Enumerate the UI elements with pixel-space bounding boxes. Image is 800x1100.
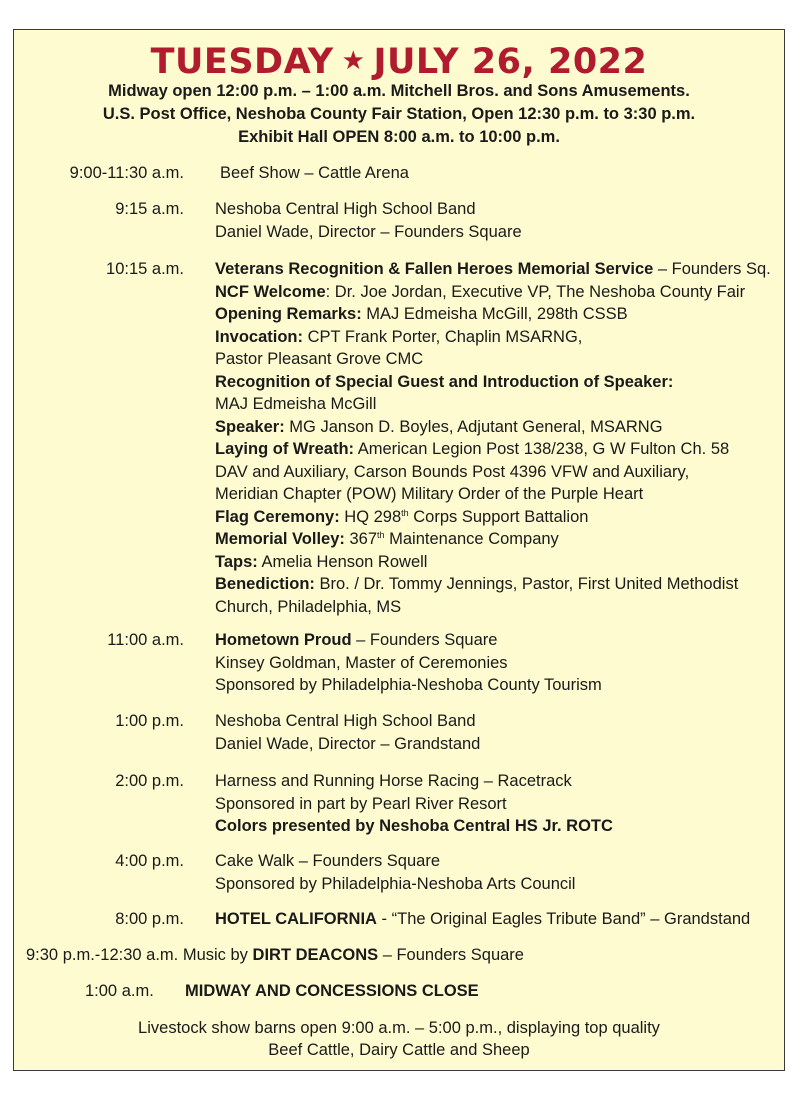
hotel-entry: HOTEL CALIFORNIA - “The Original Eagles Tribute Band” – Grandstand (215, 910, 751, 928)
veterans-recognition-name: MAJ Edmeisha McGill (215, 395, 377, 413)
title-date: JULY 26, 2022 (373, 42, 648, 82)
deacons-entry: 9:30 p.m.-12:30 a.m. Music by DIRT DEACONS – Founders Square (26, 946, 524, 964)
racing-entry (215, 770, 613, 838)
veterans-recognition: Recognition of Special Guest and Introduction of Speaker: (215, 372, 674, 391)
close-time: 1:00 a.m. (85, 982, 154, 1000)
veterans-invocation-cont: Pastor Pleasant Grove CMC (215, 350, 424, 368)
band-am-time: 9:15 a.m. (115, 200, 184, 218)
band-pm-time: 1:00 p.m. (115, 712, 184, 730)
veterans-speaker: Speaker: MG Janson D. Boyles, Adjutant General, MSARNG (215, 417, 663, 436)
racing-line2: Sponsored in part by Pearl River Resort (215, 794, 507, 813)
hotel-time: 8:00 p.m. (115, 910, 184, 928)
racing-time: 2:00 p.m. (115, 772, 184, 790)
footer-line2: Beef Cattle, Dairy Cattle and Sheep (268, 1041, 530, 1059)
close-text: MIDWAY AND CONCESSIONS CLOSE (185, 982, 479, 1000)
beef-time: 9:00-11:30 a.m. (69, 164, 184, 182)
veterans-welcome: NCF Welcome: Dr. Joe Jordan, Executive VP, The Neshoba County Fair (215, 282, 746, 301)
veterans-time: 10:15 a.m. (106, 260, 184, 278)
star-icon: ★ (341, 46, 366, 76)
band-pm-entry (215, 710, 480, 755)
hometown-line3: Sponsored by Philadelphia-Neshoba County Tourism (215, 676, 602, 694)
header-midway: Midway open 12:00 p.m. – 1:00 a.m. Mitchell Bros. and Sons Amusements. (108, 82, 690, 100)
title-day: TUESDAY (150, 42, 334, 82)
veterans-taps: Taps: Amelia Henson Rowell (215, 552, 428, 571)
deacons-time: 9:30 p.m.-12:30 a.m. (26, 946, 179, 964)
racing-line1: Harness and Running Horse Racing – Racetrack (215, 772, 572, 790)
hometown-title: Hometown Proud – Founders Square (215, 631, 498, 649)
veterans-flag: Flag Ceremony: HQ 298th Corps Support Battalion (215, 507, 589, 526)
schedule-panel (13, 29, 785, 1071)
band-am-entry (215, 198, 522, 243)
hometown-entry (215, 629, 602, 697)
veterans-volley: Memorial Volley: 367th Maintenance Company (215, 530, 559, 548)
racing-line3: Colors presented by Neshoba Central HS Jr. ROTC (215, 817, 613, 835)
cakewalk-entry (215, 850, 575, 895)
veterans-title: Veterans Recognition & Fallen Heroes Memorial Service – Founders Sq. (215, 260, 771, 278)
veterans-wreath: Laying of Wreath: American Legion Post 138/238, G W Fulton Ch. 58 (215, 440, 730, 458)
cakewalk-line2: Sponsored by Philadelphia-Neshoba Arts Council (215, 874, 576, 893)
veterans-wreath-cont1: DAV and Auxiliary, Carson Bounds Post 4396 VFW and Auxiliary, (215, 462, 690, 481)
veterans-entry (215, 258, 771, 618)
footer-line1: Livestock show barns open 9:00 a.m. – 5:00 p.m., displaying top quality (138, 1019, 660, 1037)
veterans-benediction-cont: Church, Philadelphia, MS (215, 597, 402, 616)
page-title (14, 42, 784, 85)
band-am-line1: Neshoba Central High School Band (215, 200, 476, 218)
cakewalk-line1: Cake Walk – Founders Square (215, 852, 440, 870)
band-pm-line2: Daniel Wade, Director – Grandstand (215, 734, 481, 753)
veterans-opening: Opening Remarks: MAJ Edmeisha McGill, 298th CSSB (215, 305, 628, 323)
band-pm-line1: Neshoba Central High School Band (215, 712, 476, 730)
veterans-invocation: Invocation: CPT Frank Porter, Chaplin MSARNG, (215, 327, 583, 346)
band-am-line2: Daniel Wade, Director – Founders Square (215, 222, 522, 241)
hometown-line2: Kinsey Goldman, Master of Ceremonies (215, 653, 508, 672)
header-exhibit-hall: Exhibit Hall OPEN 8:00 a.m. to 10:00 p.m. (238, 128, 560, 146)
veterans-wreath-cont2: Meridian Chapter (POW) Military Order of the Purple Heart (215, 485, 644, 503)
header-post-office: U.S. Post Office, Neshoba County Fair Station, Open 12:30 p.m. to 3:30 p.m. (102, 105, 696, 123)
cakewalk-time: 4:00 p.m. (115, 852, 184, 870)
hometown-time: 11:00 a.m. (107, 631, 184, 649)
beef-text: Beef Show – Cattle Arena (220, 164, 409, 182)
veterans-benediction: Benediction: Bro. / Dr. Tommy Jennings, Pastor, First United Methodist (215, 575, 739, 593)
